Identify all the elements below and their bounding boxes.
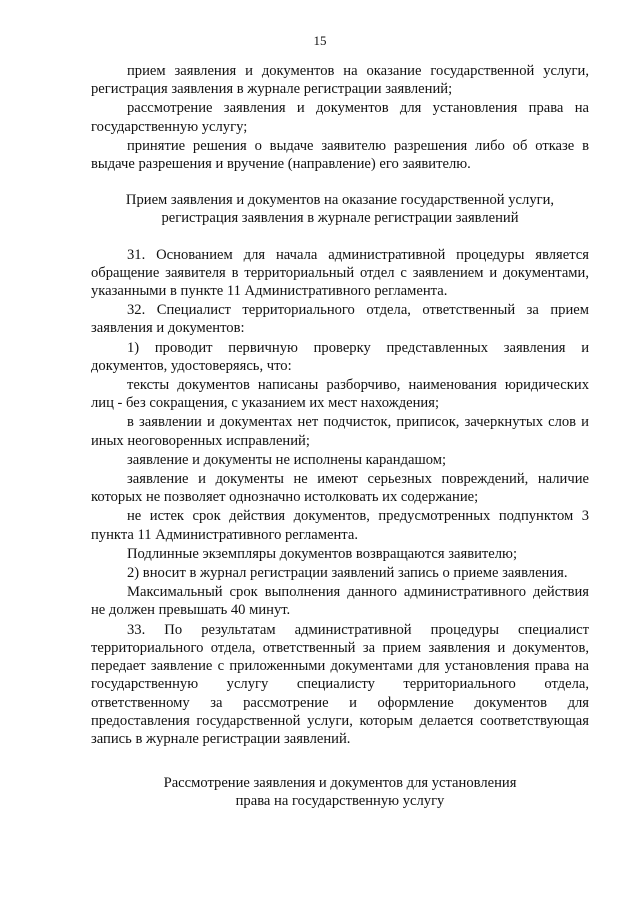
check-item: заявление и документы не имеют серьезных повреждений, наличие которых не позволяет однозначно истолковать их содержание;	[91, 471, 589, 506]
intro-item: прием заявления и документов на оказание государственной услуги, регистрация заявления в журнале регистрации заявлений;	[91, 63, 589, 98]
document-body	[91, 62, 589, 829]
paragraph-32: 32. Специалист территориального отдела, ответственный за прием заявления и документов:	[91, 302, 589, 337]
intro-item: рассмотрение заявления и документов для установления права на государственную услугу;	[91, 100, 589, 135]
subitem-1: 1) проводит первичную проверку представленных заявления и документов, удостоверяясь, что:	[91, 339, 589, 374]
intro-item: принятие решения о выдаче заявителю разрешения либо об отказе в выдаче разрешения и вручение (направление) его заявителю.	[91, 137, 589, 173]
check-item: тексты документов написаны разборчиво, наименования юридических лиц - без сокращения, с указанием их мест нахождения;	[91, 377, 589, 412]
paragraph-31: 31. Основанием для начала административной процедуры является обращение заявителя в территориальный отдел с заявлением и документами, указанными в пункте 11 Административного регламента.	[91, 246, 589, 300]
section-heading-line: Рассмотрение заявления и документов для установления	[163, 775, 517, 792]
section-heading-line: регистрация заявления в журнале регистрации заявлений	[161, 210, 519, 227]
paragraph-originals: Подлинные экземпляры документов возвращаются заявителю;	[127, 545, 518, 562]
section-heading-line: Прием заявления и документов на оказание государственной услуги,	[125, 192, 555, 209]
section-heading-review	[91, 774, 589, 810]
paragraph-max-time: Максимальный срок выполнения данного административного действия не должен превышать 40 минут.	[91, 584, 589, 619]
check-item: не истек срок действия документов, предусмотренных подпунктом 3 пункта 11 Административного регламента.	[91, 508, 589, 543]
section-heading-reception	[91, 191, 589, 227]
paragraph-33: 33. По результатам административной процедуры специалист территориального отдела, ответственный за прием заявления и документов, передает заявление с приложенными документами для установления права на государственную услугу специалисту территориального отдела, ответственному за рассмотрение и оформление документов для предоставления государственной услуги, которым делается соответствующая запись в журнале регистрации заявлений.	[91, 621, 589, 747]
section-heading-line: права на государственную услугу	[235, 793, 445, 810]
subitem-2: 2) вносит в журнал регистрации заявлений запись о приеме заявления.	[127, 565, 568, 582]
check-item: заявление и документы не исполнены карандашом;	[127, 451, 447, 468]
check-item: в заявлении и документах нет подчисток, приписок, зачеркнутых слов и иных неоговоренных исправлений;	[91, 414, 589, 449]
page-number: 15	[313, 33, 327, 48]
